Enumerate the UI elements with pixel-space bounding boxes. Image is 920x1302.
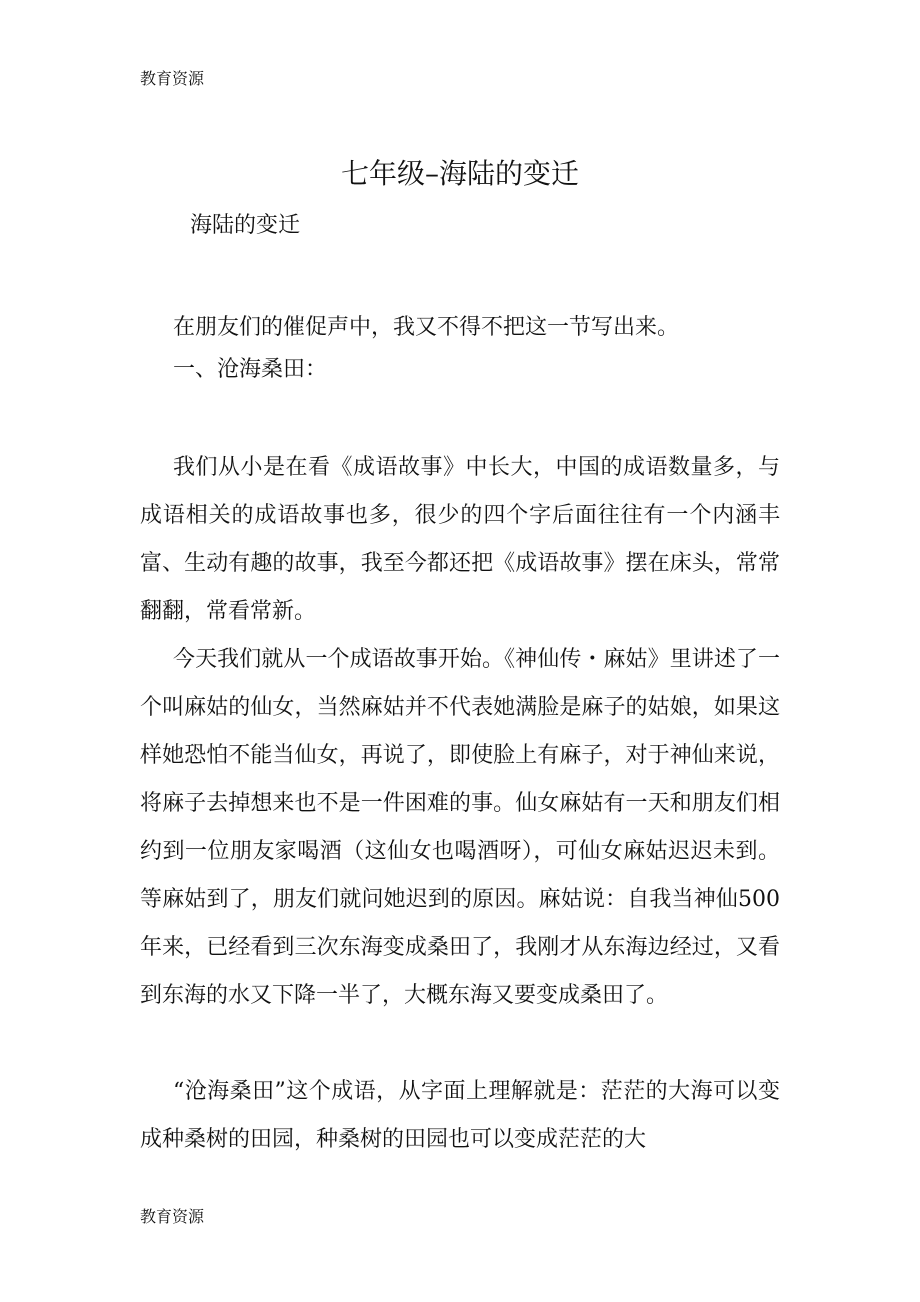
section-heading	[140, 346, 780, 394]
paragraph-text: 我们从小是在看《成语故事》中长大，中国的成语数量多，与成语相关的成语故事也多，很少的四个字后面往往有一个内涵丰富、生动有趣的故事，我至今都还把《成语故事》摆在床头，常常翻翻，常看常新。	[140, 455, 780, 624]
document-subtitle: 海陆的变迁	[190, 213, 301, 238]
paragraph-idiom-stories	[140, 444, 780, 636]
paragraph-text: 今天我们就从一个成语故事开始。《神仙传・麻姑》里讲述了一个叫麻姑的仙女，当然麻姑并不代表她满脸是麻子的姑娘，如果这样她恐怕不能当仙女，再说了，即使脸上有麻子，对于神仙来说，将麻子去掉想来也不是一件困难的事。仙女麻姑有一天和朋友们相约到一位朋友家喝酒（这仙女也喝酒呀），可仙女麻姑迟迟未到。等麻姑到了，朋友们就问她迟到的原因。麻姑说：自我当神仙500年来，已经看到三次东海变成桑田了，我刚才从东海边经过，又看到东海的水又下降一半了，大概东海又要变成桑田了。	[140, 647, 780, 1008]
document-title: 七年级–海陆的变迁	[340, 157, 579, 190]
page-footer-label: 教育资源	[140, 1207, 205, 1226]
page-header-label: 教育资源	[140, 69, 205, 88]
section-heading-text: 一、沧海桑田：	[173, 357, 328, 382]
paragraph-intro	[140, 304, 780, 352]
paragraph-text: “沧海桑田”这个成语，从字面上理解就是：茫茫的大海可以变成种桑树的田园，种桑树的田园也可以变成茫茫的大	[140, 1079, 780, 1152]
paragraph-magu-story	[140, 636, 780, 1020]
paragraph-idiom-meaning	[140, 1068, 780, 1164]
paragraph-text: 在朋友们的催促声中，我又不得不把这一节写出来。	[173, 315, 680, 340]
